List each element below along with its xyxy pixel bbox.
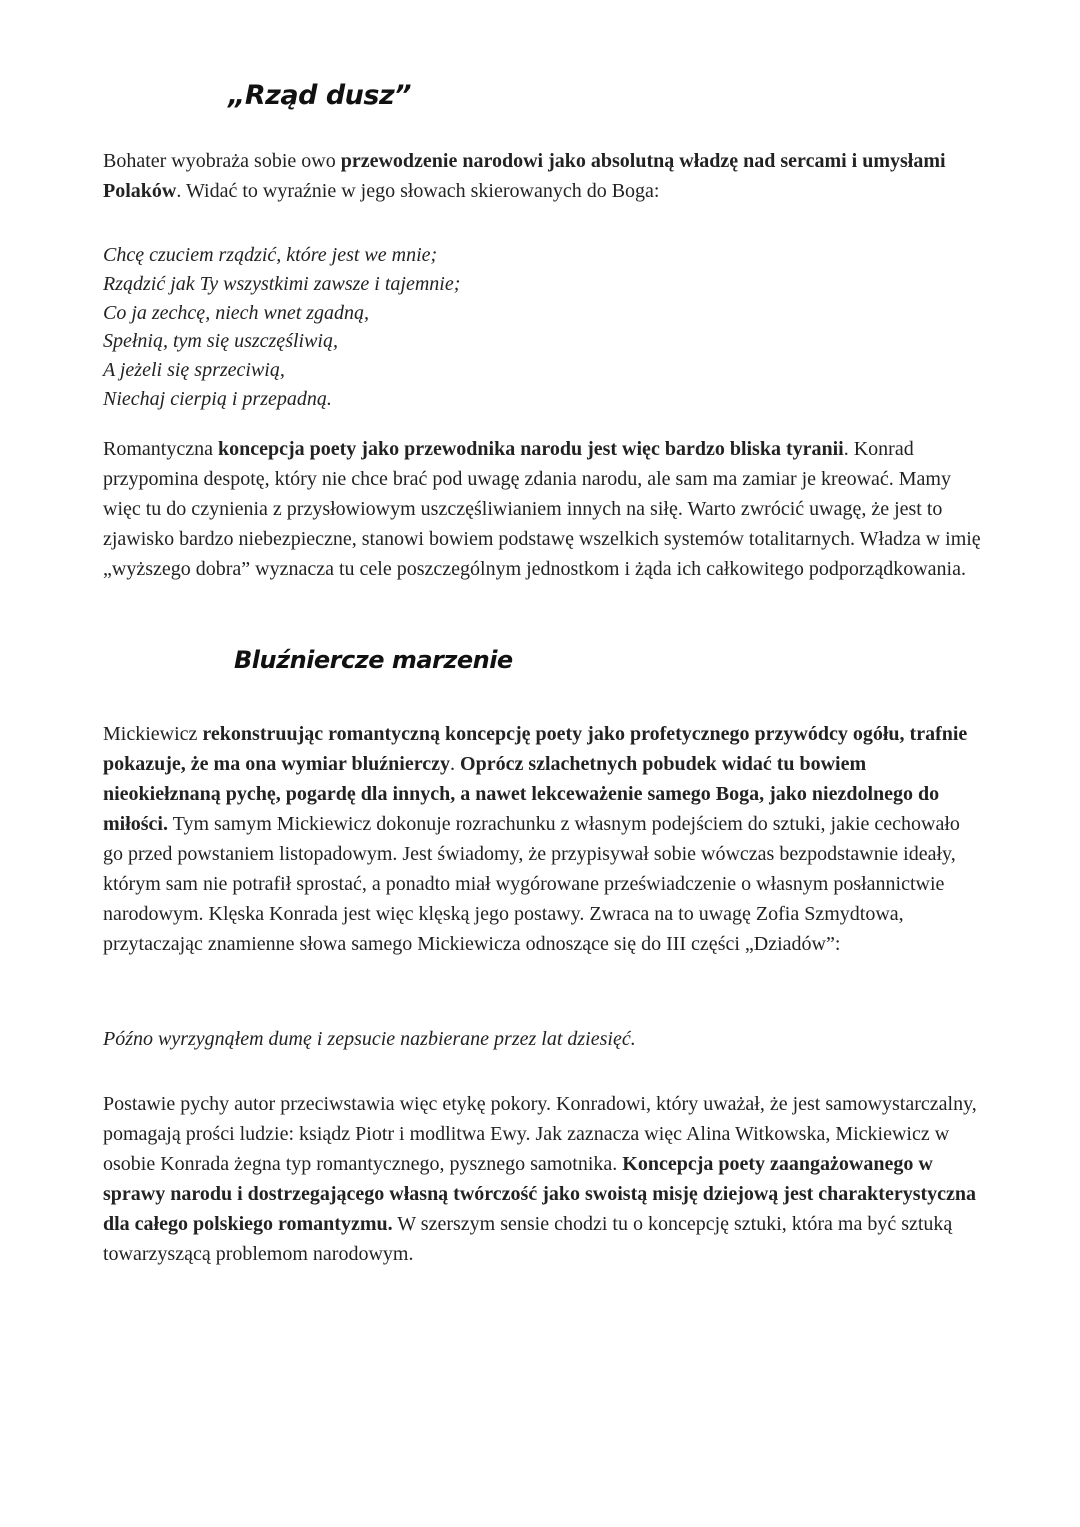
paragraph-text: Tym samym Mickiewicz dokonuje rozrachunku z własnym podejściem do sztuki, jakie cechowało go przed powstaniem listopadowym. Jest świadomy, że przypisywał sobie wówczas bezpodstawnie ideały, którym sam nie potrafił sprostać, a ponadto miał wygórowane przeświadczenie o własnym posłannictwie narodowym. Klęska Konrada jest więc klęską jego postawy. Zwraca na to uwagę Zofia Szmydtowa, przytaczając znamienne słowa samego Mickiewicza odnoszące się do III części „Dziadów”: <box>103 813 960 955</box>
paragraph-text: W szerszym sensie chodzi tu o koncepcję sztuki, która ma być sztuką towarzyszącą problemom narodowym. <box>103 1213 953 1265</box>
poem-quote <box>103 241 703 414</box>
paragraph-humility <box>103 1089 983 1269</box>
paragraph-intro <box>103 146 983 206</box>
paragraph-text: . <box>450 753 461 775</box>
poem-line: Spełnią, tym się uszczęśliwią, <box>103 330 338 353</box>
poem-line: Rządzić jak Ty wszystkimi zawsze i tajemnie; <box>103 272 461 295</box>
poem-line: A jeżeli się sprzeciwią, <box>103 359 285 382</box>
emphasis-text: koncepcja poety jako przewodnika narodu jest więc bardzo bliska tyranii <box>217 438 844 460</box>
section-heading-rzad-dusz: „Rząd dusz” <box>228 80 412 111</box>
paragraph-text: . Konrad przypomina despotę, który nie chce brać pod uwagę zdania narodu, ale sam ma zamiar je kreować. Mamy więc tu do czynienia z przysłowiowym uszczęśliwianiem innych na siłę. Warto zwrócić uwagę, że jest to zjawisko bardzo niebezpieczne, stanowi bowiem podstawę wszelkich systemów totalitarnych. Władza w imię „wyższego dobra” wyznacza tu cele poszczególnym jednostkom i żąda ich całkowitego podporządkowania. <box>103 438 981 580</box>
emphasis-text: przewodzenie narodowi jako absolutną władzę nad sercami i umysłami Polaków <box>103 150 946 202</box>
poem-line: Niechaj cierpią i przepadną. <box>103 387 332 410</box>
paragraph-tyranny <box>103 434 983 584</box>
paragraph-text: . Widać to wyraźnie w jego słowach skierowanych do Boga: <box>176 180 660 202</box>
paragraph-text: Bohater wyobraża sobie owo <box>103 150 341 172</box>
section-heading-bluzniercze-marzenie: Bluźniercze marzenie <box>234 646 513 674</box>
poem-line: Co ja zechcę, niech wnet zgadną, <box>103 301 370 324</box>
emphasis-text: Koncepcja poety zaangażowanego w sprawy narodu i dostrzegającego własną twórczość jako swoistą misję dziejową jest charakterystyczna dla całego polskiego romantyzmu. <box>103 1153 977 1235</box>
mickiewicz-quote: Późno wyrzygnąłem dumę i zepsucie nazbierane przez lat dziesięć. <box>103 1028 636 1050</box>
paragraph-text: Postawie pychy autor przeciwstawia więc etykę pokory. Konradowi, który uważał, że jest samowystarczalny, pomagają prości ludzie: ksiądz Piotr i modlitwa Ewy. Jak zaznacza więc Alina Witkowska, Mickiewicz w osobie Konrada żegna typ romantycznego, pysznego samotnika. <box>103 1093 977 1175</box>
paragraph-text: Mickiewicz <box>103 723 203 745</box>
poem-line: Chcę czuciem rządzić, które jest we mnie; <box>103 244 438 266</box>
emphasis-text: rekonstruując romantyczną koncepcję poety jako profetycznego przywódcy ogółu, trafnie pokazuje, że ma ona wymiar bluźnierczy <box>103 723 968 775</box>
emphasis-text: Oprócz szlachetnych pobudek widać tu bowiem nieokiełznaną pychę, pogardę dla innych, a nawet lekceważenie samego Boga, jako niezdolnego do miłości. <box>103 753 940 835</box>
paragraph-text: Romantyczna <box>103 438 218 460</box>
paragraph-blasphemy <box>103 719 983 959</box>
